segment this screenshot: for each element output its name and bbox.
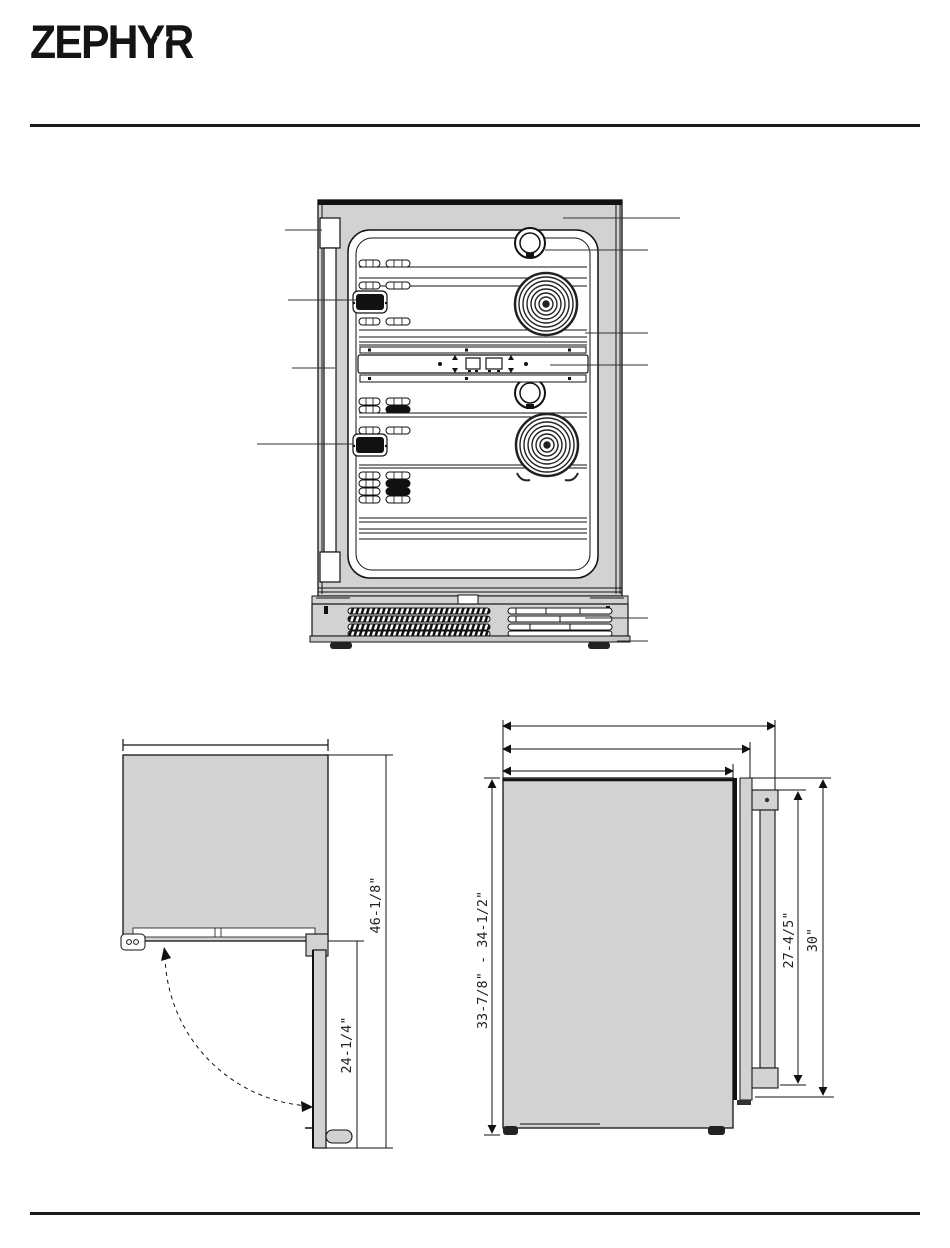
side-foot-rear	[503, 1126, 518, 1135]
zephyr-logo-text: ZEPHYR	[30, 15, 193, 69]
door-swing-arc	[161, 947, 313, 1112]
door-top-edge	[318, 200, 622, 205]
side-foot-front	[708, 1126, 725, 1135]
door-side	[733, 778, 752, 1105]
dimension-depth-door-open	[326, 755, 393, 1148]
dim-label-depth-door-open: 46-1/8"	[368, 876, 384, 934]
handle-side	[752, 790, 778, 1088]
dim-label-height-range: 33-7/8" - 34-1/2"	[475, 890, 491, 1030]
logo-y-accent	[156, 36, 169, 47]
dimension-door-open-depth	[328, 941, 364, 1148]
kickplate-assembly	[310, 595, 630, 649]
hinge-plate	[121, 934, 145, 950]
dim-label-door: 30"	[805, 927, 821, 953]
dimension-height-range	[475, 778, 500, 1135]
temperature-display-upper	[353, 291, 387, 313]
leveling-foot-left	[330, 642, 352, 649]
side-view-drawing	[470, 712, 850, 1152]
dimension-handle	[778, 790, 806, 1085]
dim-label-door-open-depth: 24-1/4"	[339, 1016, 355, 1074]
leveling-foot-right	[588, 642, 610, 649]
cabinet-side	[503, 778, 733, 1135]
front-view-drawing	[250, 193, 690, 658]
base-trim	[310, 636, 630, 642]
top-width-dimension	[123, 739, 328, 751]
dim-label-handle: 27-4/5"	[781, 911, 797, 969]
door-handle-plan	[326, 1130, 352, 1143]
zephyr-logo	[30, 14, 192, 69]
vent-louvers-left	[348, 608, 490, 636]
door-bottom-cap	[737, 1100, 751, 1105]
circulation-fan-icon-upper	[515, 273, 577, 335]
top-view-drawing	[105, 730, 405, 1160]
vent-louvers-right	[508, 608, 612, 636]
interior-light-icon-upper	[515, 228, 545, 258]
footer-divider-rule	[30, 1212, 920, 1215]
temperature-display-lower	[353, 434, 387, 456]
header-divider-rule	[30, 124, 920, 127]
cabinet-plan	[121, 755, 328, 956]
